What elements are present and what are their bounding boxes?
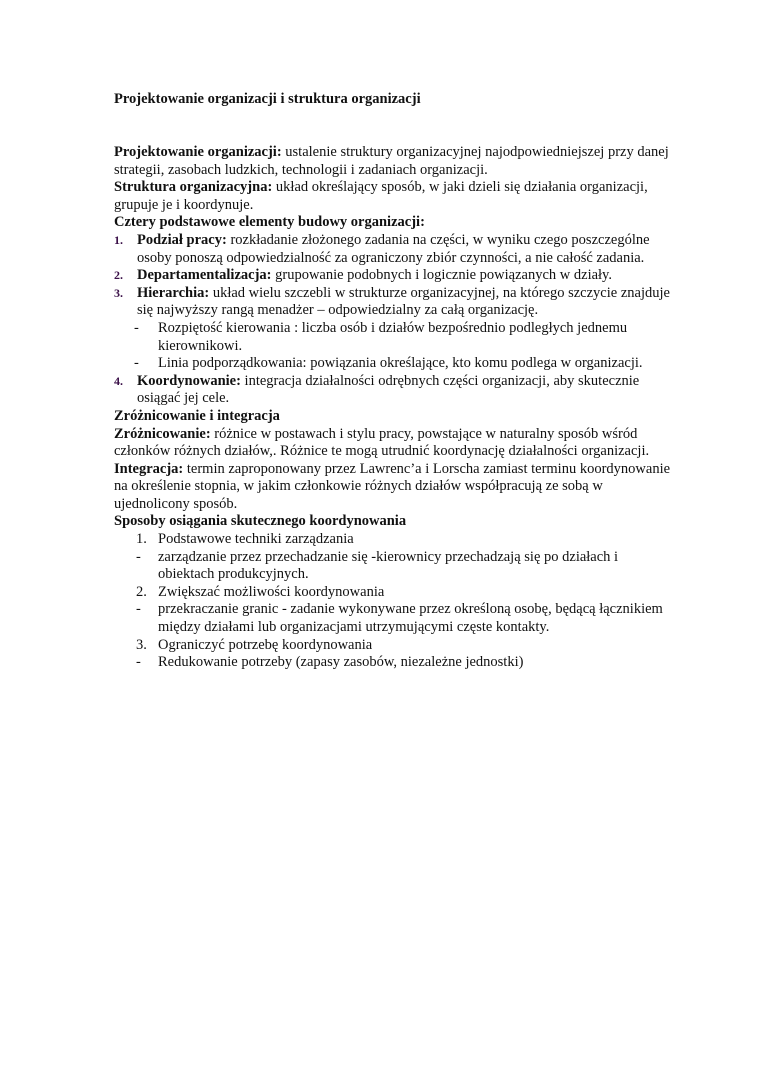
coordination-notes-2 (114, 601, 674, 636)
list-marker: 2. (114, 268, 123, 283)
list-item (114, 267, 674, 285)
list-item (114, 373, 674, 408)
term: Projektowanie organizacji: (114, 144, 282, 160)
term: Struktura organizacyjna: (114, 179, 273, 196)
item-text: Podstawowe techniki zarządzania (158, 531, 354, 548)
term: Integracja: (114, 460, 184, 477)
item-text: przekraczanie granic - zadanie wykonywane przez określoną osobę, będącą łącznikiem między działami lub organizacjami utrzymującymi częste kontakty. (158, 601, 663, 636)
dash-marker: - (136, 654, 141, 671)
definition-text: układ określający sposób, w jaki dzieli się działania organizacji, grupuje je i koordynuje. (114, 179, 648, 213)
definition-zroznicowanie (114, 426, 674, 461)
item-text: grupowanie podobnych i logicznie powiązanych w działy. (271, 267, 612, 284)
elements-list (114, 232, 674, 320)
elements-heading: Cztery podstawowe elementy budowy organizacji: (114, 214, 425, 231)
dash-marker: - (136, 548, 141, 565)
coordination-list-1 (114, 531, 674, 549)
hierarchy-points (114, 320, 674, 373)
coordination-notes-1 (114, 549, 674, 584)
coordination-notes-3 (114, 654, 674, 672)
definition-text: różnice w postawach i stylu pracy, powstające w naturalny sposób wśród członków różnych działów,. Różnice te mogą utrudnić koordynację działalności organizacji. (114, 425, 650, 460)
dash-marker: - (134, 319, 139, 336)
item-text: Rozpiętość kierowania : liczba osób i działów bezpośrednio podległych jednemu kierownikowi. (158, 319, 628, 354)
term: Departamentalizacja: (137, 267, 272, 284)
list-marker: 1. (136, 531, 147, 548)
term: Zróżnicowanie: (114, 425, 211, 442)
differentiation-heading: Zróżnicowanie i integracja (114, 407, 280, 424)
term: Hierarchia: (137, 284, 210, 301)
coordination-heading: Sposoby osiągania skutecznego koordynowania (114, 513, 407, 530)
term: Koordynowanie: (137, 372, 241, 389)
list-item (114, 601, 674, 636)
list-marker: 2. (136, 583, 147, 600)
list-marker: 4. (114, 373, 123, 388)
list-item (114, 531, 674, 549)
elements-list-continued (114, 373, 674, 408)
list-item (114, 654, 674, 672)
list-marker: 1. (114, 232, 123, 247)
list-marker: 3. (136, 636, 147, 653)
document-body (114, 144, 674, 672)
list-item (114, 232, 674, 267)
definition-projektowanie (114, 144, 674, 179)
coordination-list-2 (114, 584, 674, 602)
item-text: Redukowanie potrzeby (zapasy zasobów, niezależne jednostki) (158, 654, 524, 671)
list-item (114, 320, 674, 355)
item-text: układ wielu szczebli w strukturze organizacyjnej, na którego szczycie znajduje się najwyższy rangą menadżer – odpowiedzialny za całą organizację. (137, 284, 670, 319)
list-item (114, 637, 674, 655)
list-item (114, 285, 674, 320)
item-text: rozkładanie złożonego zadania na części, w wyniku czego poszczególne osoby ponoszą odpowiedzialność za ograniczony zbiór czynności, a nie całość zadania. (137, 231, 650, 266)
list-item (114, 584, 674, 602)
definition-text: termin zaproponowany przez Lawrenc’a i Lorscha zamiast terminu koordynowanie na określenie stopnia, w jakim członkowie różnych działów współpracują ze sobą w ujednolicony sposób. (114, 460, 671, 512)
term: Podział pracy: (137, 231, 227, 248)
item-text: Linia podporządkowania: powiązania określające, kto komu podlega w organizacji. (158, 355, 643, 372)
document-title: Projektowanie organizacji i struktura organizacji (114, 91, 421, 107)
definition-text: ustalenie struktury organizacyjnej najodpowiedniejszej przy danej strategii, zasobach ludzkich, technologii i zadaniach organizacji. (114, 144, 669, 178)
list-marker: 3. (114, 285, 123, 300)
item-text: Ograniczyć potrzebę koordynowania (158, 636, 373, 653)
dash-marker: - (134, 355, 139, 372)
item-text: zarządzanie przez przechadzanie się -kierownicy przechadzają się po działach i obiektach produkcyjnych. (158, 548, 619, 583)
dash-marker: - (136, 601, 141, 618)
list-item (114, 549, 674, 584)
coordination-list-3 (114, 637, 674, 655)
definition-struktura (114, 179, 674, 214)
definition-integracja (114, 461, 674, 514)
list-item (114, 355, 674, 373)
item-text: integracja działalności odrębnych części organizacji, aby skutecznie osiągać jej cele. (137, 372, 640, 407)
item-text: Zwiększać możliwości koordynowania (158, 583, 385, 600)
